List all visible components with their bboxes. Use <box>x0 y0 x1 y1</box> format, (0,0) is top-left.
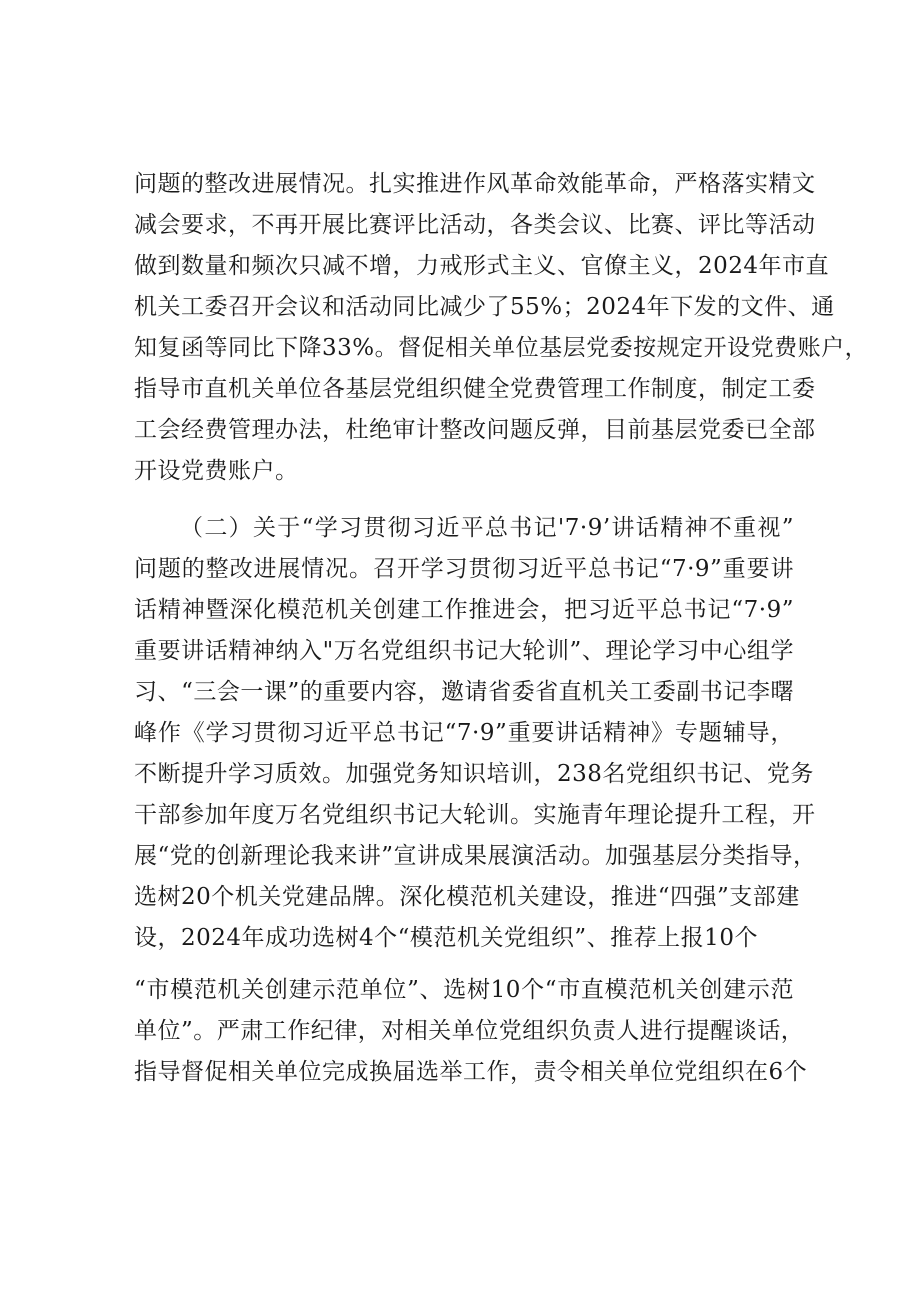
paragraph-2-line-11: 设，2024年成功选树4个“模范机关党组织”、推荐上报10个 <box>134 925 758 951</box>
paragraph-1-line-6: 指导市直机关单位各基层党组织健全党费管理工作制度，制定工委 <box>134 376 816 402</box>
paragraph-2-line-13: 单位”。严肃工作纪律，对相关单位党组织负责人进行提醒谈话， <box>134 1018 805 1044</box>
paragraph-1-line-7: 工会经费管理办法，杜绝审计整改问题反弹，目前基层党委已全部 <box>134 417 816 443</box>
paragraph-1-line-4: 机关工委召开会议和活动同比减少了55%；2024年下发的文件、通 <box>134 294 835 320</box>
paragraph-2-line-6: 峰作《学习贯彻习近平总书记“7·9”重要讲话精神》专题辅导， <box>134 720 794 746</box>
paragraph-2-line-5: 习、“三会一课”的重要内容，邀请省委省直机关工委副书记李曙 <box>134 679 794 705</box>
paragraph-1-line-5: 知复函等同比下降33%。督促相关单位基层党委按规定开设党费账户， <box>134 335 869 361</box>
paragraph-2-line-10: 选树20个机关党建品牌。深化模范机关建设，推进“四强”支部建 <box>134 884 800 910</box>
paragraph-2-line-8: 干部参加年度万名党组织书记大轮训。实施青年理论提升工程，开 <box>134 802 816 828</box>
paragraph-2-line-14: 指导督促相关单位完成换届选举工作，责令相关单位党组织在6个 <box>134 1059 808 1085</box>
paragraph-1-line-8: 开设党费账户。 <box>134 458 299 484</box>
paragraph-2-line-4: 重要讲话精神纳入"万名党组织书记大轮训”、理论学习中心组学 <box>134 638 794 664</box>
paragraph-1-line-1: 问题的整改进展情况。扎实推进作风革命效能革命，严格落实精文 <box>134 171 816 197</box>
paragraph-1-line-2: 减会要求，不再开展比赛评比活动，各类会议、比赛、评比等活动 <box>134 212 816 238</box>
paragraph-2-line-7: 不断提升学习质效。加强党务知识培训，238名党组织书记、党务 <box>134 761 814 787</box>
paragraph-2-line-2: 问题的整改进展情况。召开学习贯彻习近平总书记“7·9”重要讲 <box>134 556 794 582</box>
paragraph-2-line-12: “市模范机关创建示范单位”、选树10个“市直模范机关创建示范 <box>134 977 794 1003</box>
paragraph-2-line-3: 话精神暨深化模范机关创建工作推进会，把习近平总书记“7·9” <box>134 597 794 623</box>
paragraph-2-line-9: 展“党的创新理论我来讲”宣讲成果展演活动。加强基层分类指导， <box>134 843 817 869</box>
paragraph-2-heading-line: （二）关于“学习贯彻习近平总书记'7·9’讲话精神不重视” <box>180 515 794 541</box>
paragraph-1-line-3: 做到数量和频次只减不增，力戒形式主义、官僚主义，2024年市直 <box>134 253 830 279</box>
